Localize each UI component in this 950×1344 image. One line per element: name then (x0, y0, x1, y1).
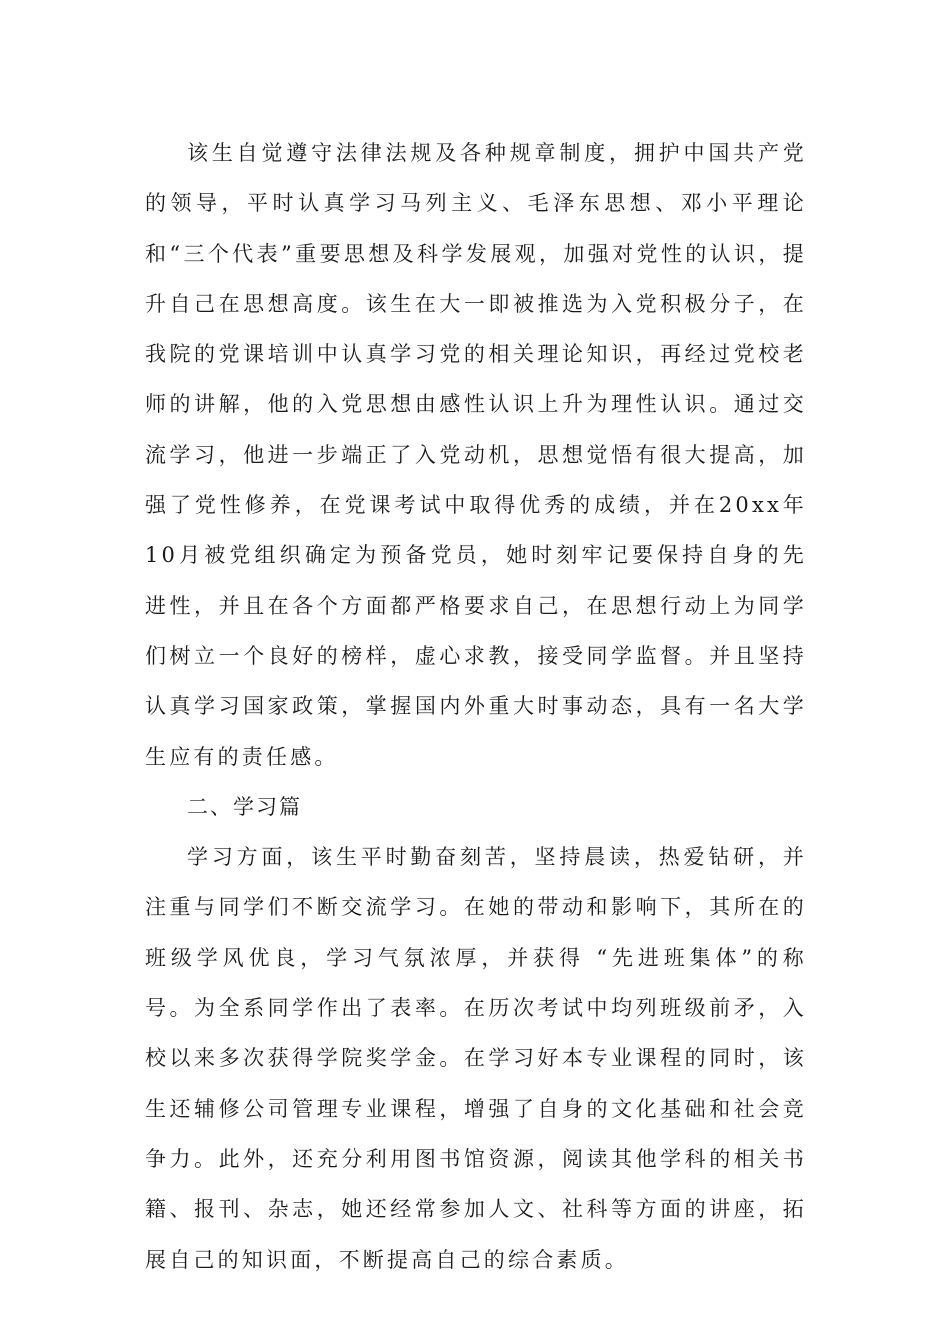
section-heading-study: 二、学习篇 (187, 794, 302, 819)
paragraph-study: 学习方面，该生平时勤奋刻苦，坚持晨读，热爱钻研，并注重与同学们不断交流学习。在她的带动和影响下，其所在的班级学风优良，学习气氛浓厚，并获得 “先进班集体”的称号。为全系同学作出了表率。在历次考试中均列班级前矛，入校以来多次获得学院奖学金。在学习好本专业课程的同时，该生还辅修公司管理专业课程，增强了自身的文化基础和社会竞争力。此外，还充分利用图书馆资源，阅读其他学科的相关书籍、报刊、杂志，她还经常参加人文、社科等方面的讲座，拓展自己的知识面，不断提高自己的综合素质。 (145, 845, 807, 1272)
paragraph-political: 该生自觉遵守法律法规及各种规章制度，拥护中国共产党的领导，平时认真学习马列主义、毛泽东思想、邓小平理论和“三个代表”重要思想及科学发展观，加强对党性的认识，提升自己在思想高度。该生在大一即被推选为入党积极分子，在我院的党课培训中认真学习党的相关理论知识，再经过党校老师的讲解，他的入党思想由感性认识上升为理性认识。通过交流学习，他进一步端正了入党动机，思想觉悟有很大提高，加强了党性修养，在党课考试中取得优秀的成绩，并在20xx年10月被党组织确定为预备党员，她时刻牢记要保持自身的先进性，并且在各个方面都严格要求自己，在思想行动上为同学们树立一个良好的榜样，虚心求教，接受同学监督。并且坚持认真学习国家政策，掌握国内外重大时事动态，具有一名大学生应有的责任感。 (145, 141, 807, 769)
document-body (145, 128, 807, 1285)
